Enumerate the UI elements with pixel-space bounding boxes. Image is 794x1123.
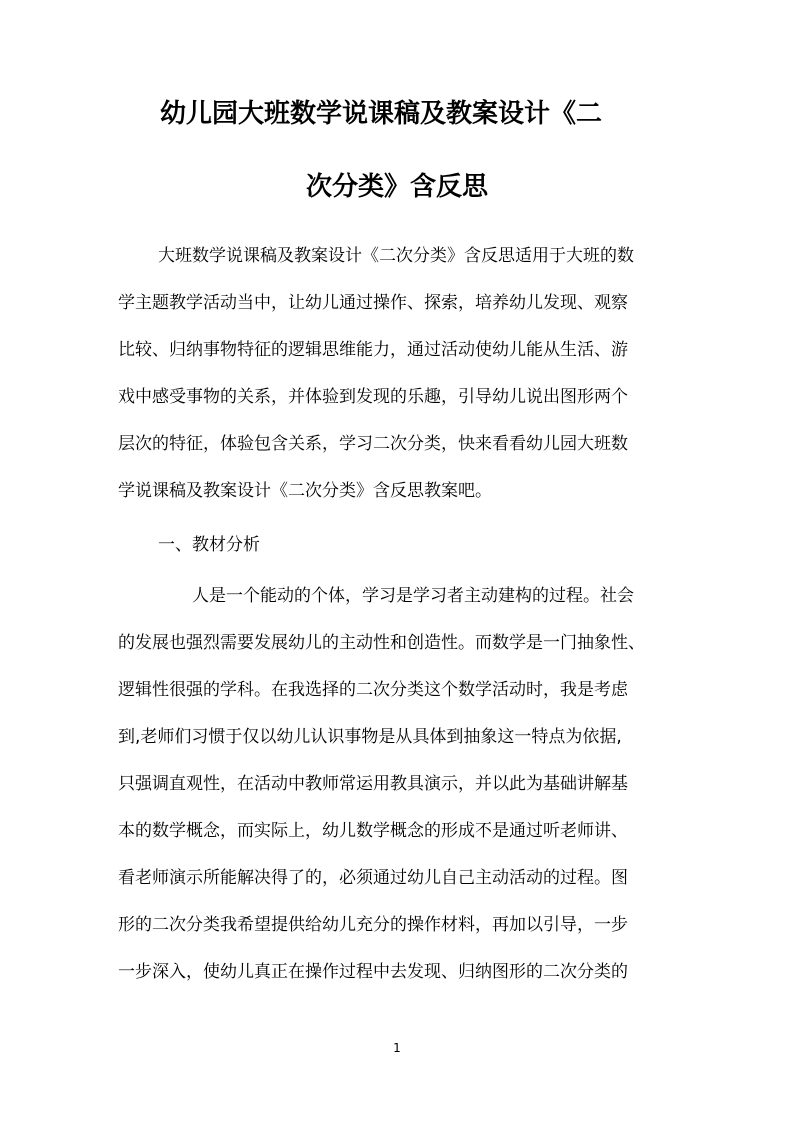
body-line: 一步深入，使幼儿真正在操作过程中去发现、归纳图形的二次分类的 — [118, 962, 628, 982]
body-line: 戏中感受事物的关系，并体验到发现的乐趣，引导幼儿说出图形两个 — [118, 387, 628, 407]
body-line: 形的二次分类我希望提供给幼儿充分的操作材料，再加以引导，一步 — [118, 915, 628, 935]
body-line: 比较、归纳事物特征的逻辑思维能力，通过活动使幼儿能从生活、游 — [118, 340, 628, 360]
body-line: 的发展也强烈需要发展幼儿的主动性和创造性。而数学是一门抽象性、 — [118, 633, 645, 653]
document-title-line-2: 次分类》含反思 — [305, 172, 488, 202]
page-number: 1 — [393, 1041, 401, 1055]
body-line: 层次的特征，体验包含关系，学习二次分类，快来看看幼儿园大班数 — [118, 434, 628, 454]
body-line: 学主题教学活动当中，让幼儿通过操作、探索，培养幼儿发现、观察 — [118, 293, 628, 313]
body-line: 逻辑性很强的学科。在我选择的二次分类这个数学活动时，我是考虑 — [118, 680, 628, 700]
section-heading: 一、教材分析 — [158, 535, 260, 555]
body-line: 大班数学说课稿及教案设计《二次分类》含反思适用于大班的数 — [158, 246, 634, 266]
body-line: 学说课稿及教案设计《二次分类》含反思教案吧。 — [118, 481, 492, 501]
body-line: 到,老师们习惯于仅以幼儿认识事物是从具体到抽象这一特点为依据, — [118, 727, 622, 747]
document-title-line-1: 幼儿园大班数学说课稿及教案设计《二 — [160, 99, 603, 129]
body-line: 本的数学概念，而实际上，幼儿数学概念的形成不是通过听老师讲、 — [118, 821, 628, 841]
body-line: 看老师演示所能解决得了的，必须通过幼儿自己主动活动的过程。图 — [118, 868, 628, 888]
body-line: 只强调直观性，在活动中教师常运用教具演示，并以此为基础讲解基 — [118, 774, 628, 794]
body-line: 人是一个能动的个体，学习是学习者主动建构的过程。社会 — [192, 586, 634, 606]
